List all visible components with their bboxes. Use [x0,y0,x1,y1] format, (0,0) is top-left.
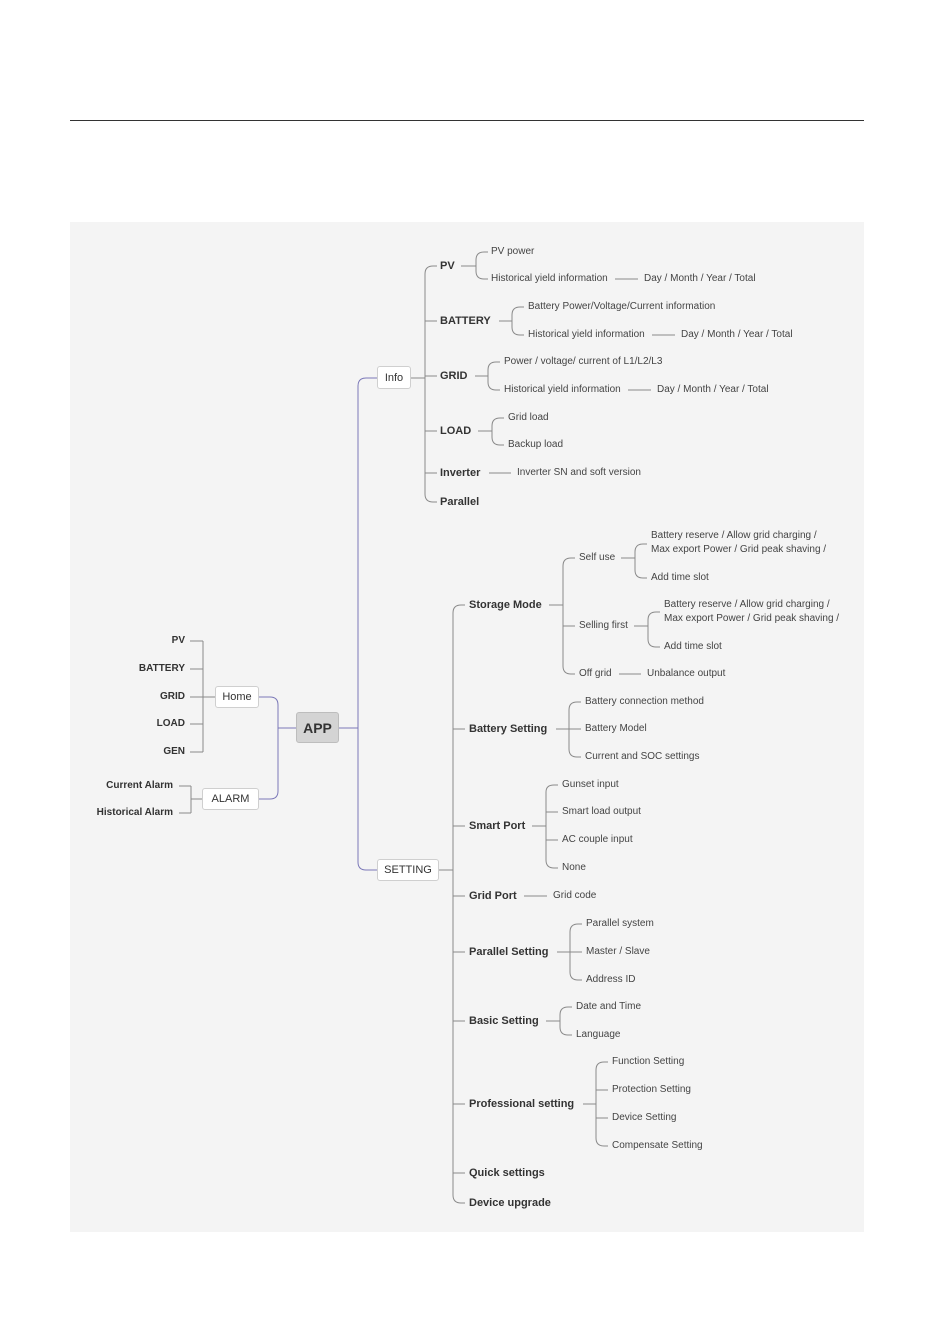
self-use-line1: Battery reserve / Allow grid charging / [651,530,817,541]
setting-basic: Basic Setting [469,1015,539,1027]
info-inverter: Inverter [440,467,481,479]
setting-upgrade: Device upgrade [469,1197,551,1209]
smart-port-item-1: Gunset input [562,779,619,790]
home-node: Home [215,686,259,708]
home-item-grid: GRID [160,691,185,702]
professional-item-2: Protection Setting [612,1084,691,1095]
professional-item-3: Device Setting [612,1112,677,1123]
info-load-backup: Backup load [508,439,564,450]
parallel-item-2: Master / Slave [586,946,650,957]
setting-parallel: Parallel Setting [469,946,549,958]
home-item-battery: BATTERY [138,663,185,674]
setting-node: SETTING [377,859,439,881]
parallel-item-3: Address ID [586,974,636,985]
app-root-node: APP [296,712,339,743]
setting-grid-port: Grid Port [469,890,517,902]
storage-self-use: Self use [579,552,616,563]
info-pv-period: Day / Month / Year / Total [644,273,756,284]
info-pv: PV [440,260,455,272]
info-grid-power: Power / voltage/ current of L1/L2/L3 [504,356,663,367]
info-load: LOAD [440,425,472,437]
self-use-add-slot: Add time slot [651,572,709,583]
storage-selling-first: Selling first [579,620,628,631]
home-item-pv: PV [171,635,185,646]
info-grid: GRID [440,370,468,382]
basic-item-1: Date and Time [576,1001,642,1012]
basic-item-2: Language [576,1029,621,1040]
info-pv-power: PV power [491,246,535,257]
info-battery-history: Historical yield information [528,329,645,340]
battery-setting-item-2: Battery Model [585,723,647,734]
setting-battery: Battery Setting [469,723,548,735]
off-grid-detail: Unbalance output [647,668,726,679]
smart-port-item-3: AC couple input [562,834,633,845]
home-item-gen: GEN [163,746,185,757]
professional-item-4: Compensate Setting [612,1140,703,1151]
info-inverter-detail: Inverter SN and soft version [517,467,641,478]
self-use-line2: Max export Power / Grid peak shaving / [651,544,827,555]
info-node: Info [377,366,411,389]
info-load-grid: Grid load [508,412,549,423]
battery-setting-item-3: Current and SOC settings [585,751,700,762]
info-battery-power: Battery Power/Voltage/Current information [528,301,716,312]
battery-setting-item-1: Battery connection method [585,696,704,707]
alarm-item-current: Current Alarm [106,780,173,791]
info-battery-period: Day / Month / Year / Total [681,329,793,340]
home-item-load: LOAD [156,718,185,729]
selling-add-slot: Add time slot [664,641,722,652]
info-battery: BATTERY [440,315,491,327]
alarm-item-historical: Historical Alarm [96,807,173,818]
grid-port-detail: Grid code [553,890,597,901]
info-grid-period: Day / Month / Year / Total [657,384,769,395]
parallel-item-1: Parallel system [586,918,654,929]
storage-off-grid: Off grid [579,668,612,679]
info-grid-history: Historical yield information [504,384,621,395]
selling-line1: Battery reserve / Allow grid charging / [664,599,830,610]
selling-line2: Max export Power / Grid peak shaving / [664,613,840,624]
smart-port-item-2: Smart load output [562,806,641,817]
alarm-node: ALARM [202,788,259,810]
setting-quick: Quick settings [469,1167,545,1179]
professional-item-1: Function Setting [612,1056,685,1067]
setting-professional: Professional setting [469,1098,575,1110]
setting-storage-mode: Storage Mode [469,599,542,611]
smart-port-item-4: None [562,862,586,873]
info-parallel: Parallel [440,496,480,508]
info-pv-history: Historical yield information [491,273,608,284]
setting-smart-port: Smart Port [469,820,526,832]
